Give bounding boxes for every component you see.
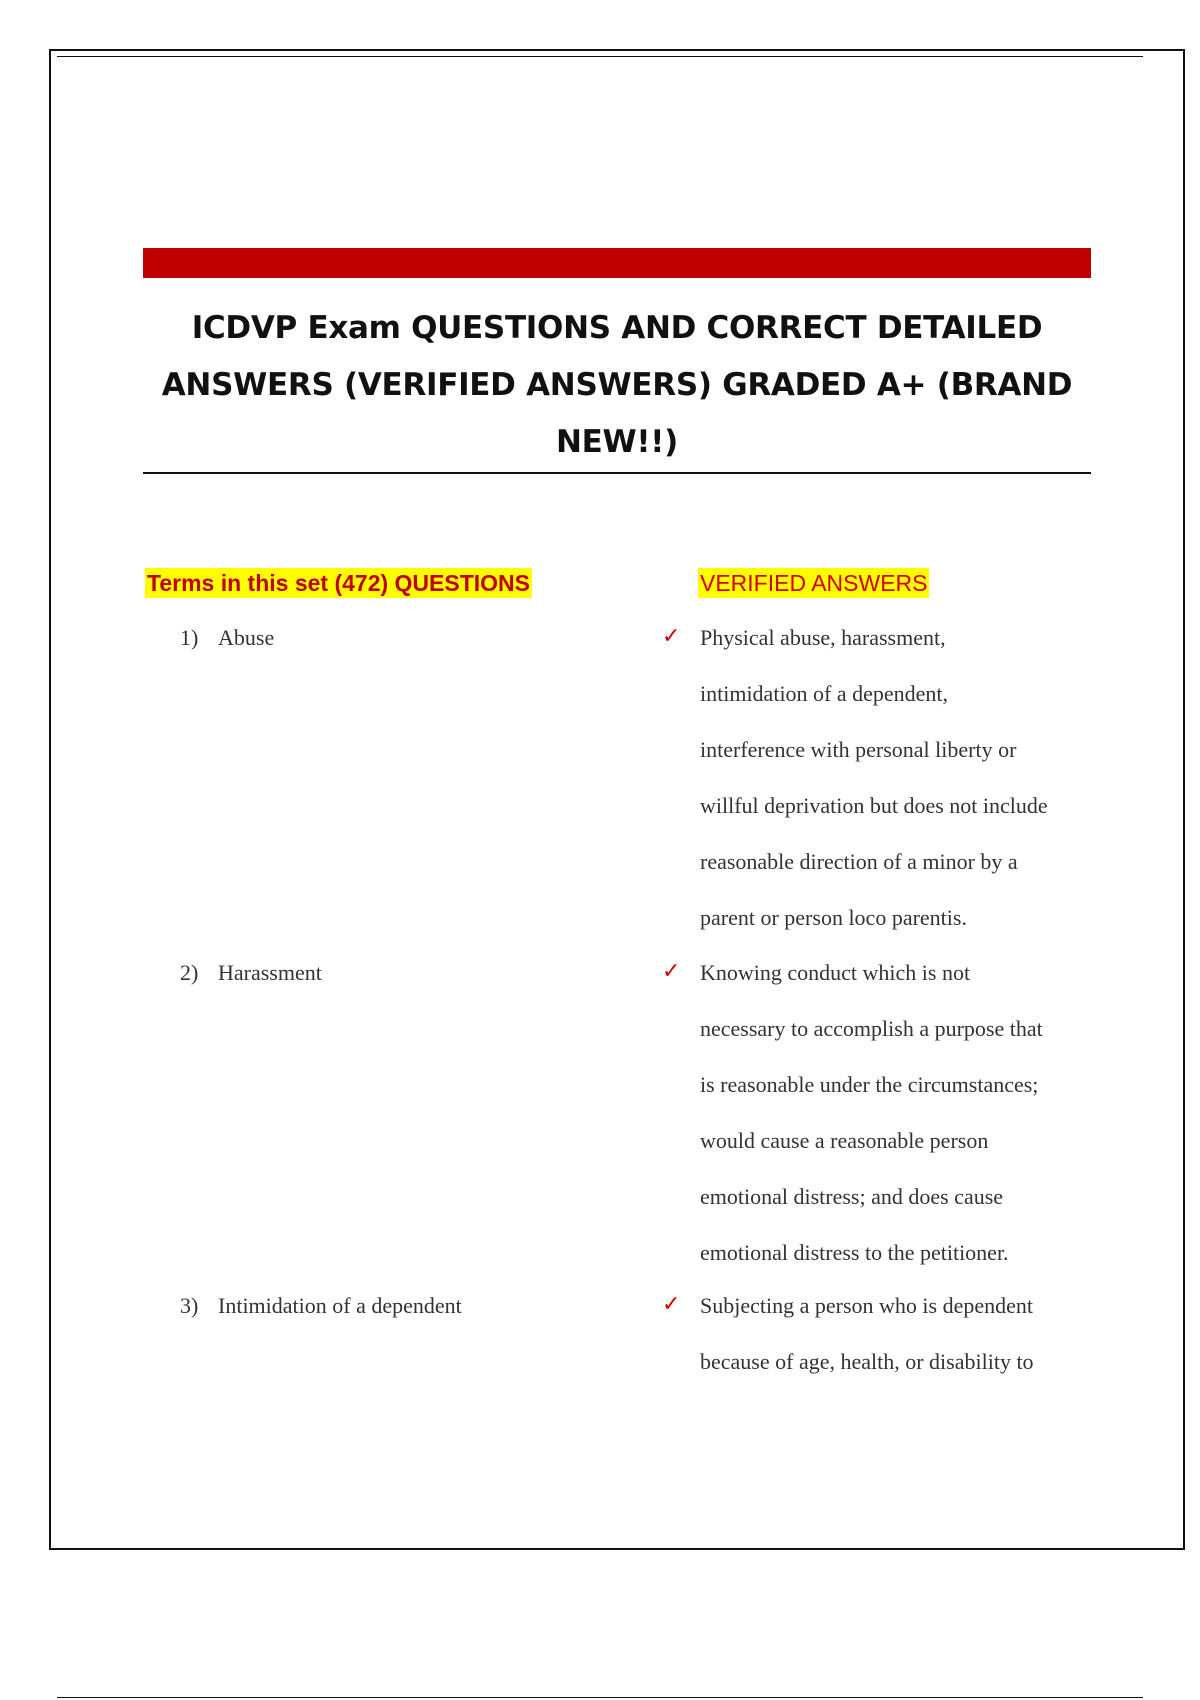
answer-line: Subjecting a person who is dependent — [700, 1293, 1033, 1318]
answer-line: necessary to accomplish a purpose that — [700, 1016, 1043, 1041]
answer-line: intimidation of a dependent, — [700, 681, 949, 706]
document-title: ICDVP Exam QUESTIONS AND CORRECT DETAILED ANSWERS (VERIFIED ANSWERS) GRADED A+ (BRAND NEW!!) — [161, 310, 1073, 460]
answer-line: would cause a reasonable person — [700, 1128, 989, 1153]
answers-column-header: VERIFIED ANSWERS — [700, 570, 928, 596]
questions-column-header: Terms in this set (472) QUESTIONS — [147, 570, 531, 596]
bottom-rule — [57, 1697, 1143, 1698]
top-rule — [57, 56, 1143, 57]
answer-line: is reasonable under the circumstances; — [700, 1072, 1039, 1097]
answer-block — [700, 624, 1100, 960]
answer-line: Knowing conduct which is not — [700, 960, 971, 985]
question-item — [180, 1292, 462, 1320]
question-number: 3) — [180, 1293, 199, 1318]
check-icon: ✓ — [662, 958, 681, 983]
check-icon: ✓ — [662, 1291, 681, 1316]
question-item — [180, 624, 274, 652]
question-term: Intimidation of a dependent — [218, 1293, 462, 1318]
red-banner — [143, 248, 1091, 278]
answer-line: willful deprivation but does not include — [700, 793, 1048, 818]
answer-line: emotional distress; and does cause — [700, 1184, 1004, 1209]
question-number: 1) — [180, 625, 199, 650]
check-icon: ✓ — [662, 623, 681, 648]
answer-line: Physical abuse, harassment, — [700, 625, 946, 650]
answer-block — [700, 1292, 1100, 1404]
answer-line: because of age, health, or disability to — [700, 1349, 1034, 1374]
question-number: 2) — [180, 960, 199, 985]
title-underline — [143, 472, 1091, 474]
answer-line: reasonable direction of a minor by a — [700, 849, 1018, 874]
answer-block — [700, 959, 1100, 1295]
answer-line: interference with personal liberty or — [700, 737, 1017, 762]
question-term: Harassment — [218, 960, 322, 985]
question-item — [180, 959, 322, 987]
answer-line: emotional distress to the petitioner. — [700, 1240, 1009, 1265]
question-term: Abuse — [218, 625, 275, 650]
answer-line: parent or person loco parentis. — [700, 905, 967, 930]
